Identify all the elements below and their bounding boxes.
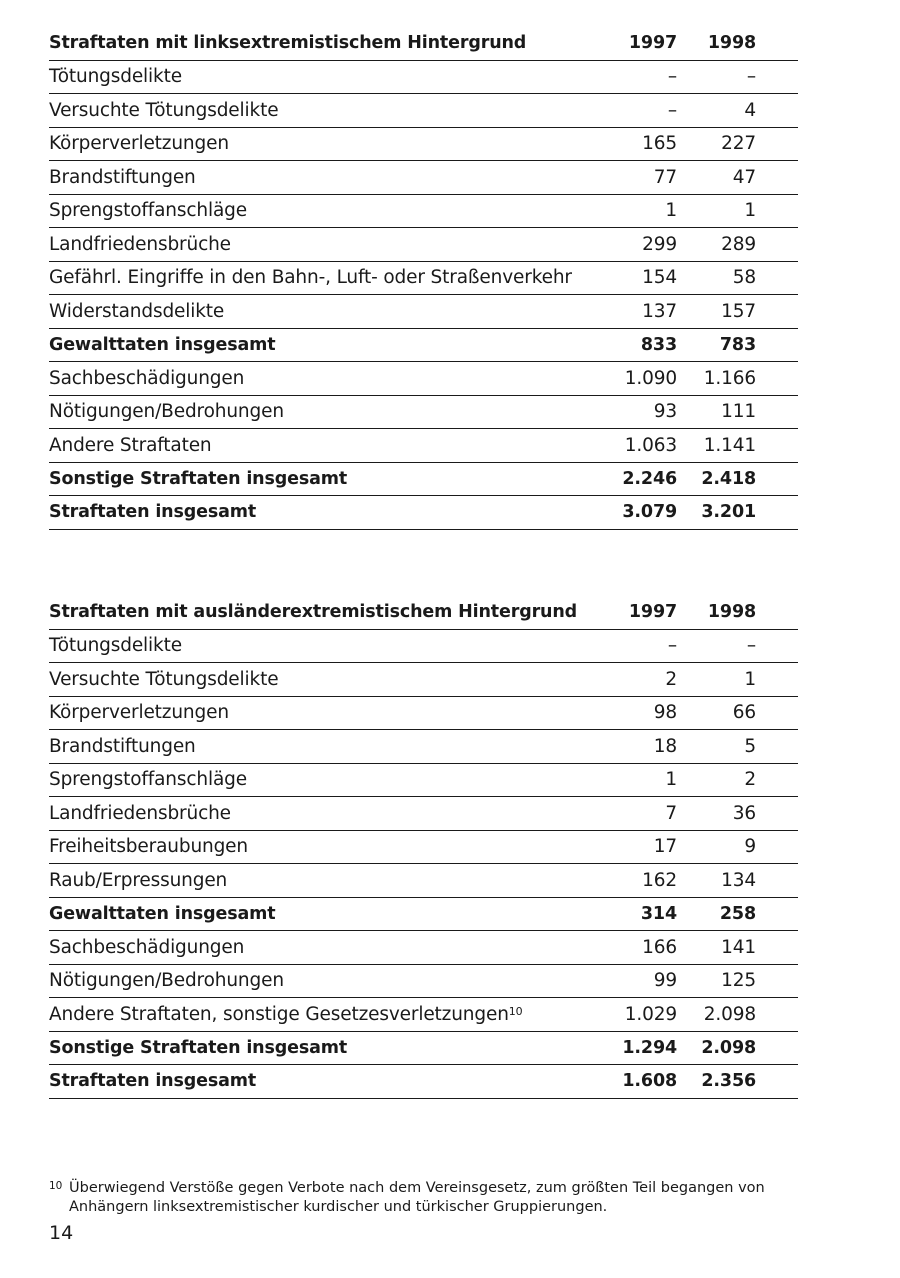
- value-1998: 2.098: [677, 998, 798, 1032]
- value-1998: 9: [677, 830, 798, 864]
- table-row: [49, 998, 798, 1032]
- value-1998: 141: [677, 931, 798, 965]
- table-row: [49, 362, 798, 396]
- value-1998: 4: [677, 94, 798, 128]
- value-1998: 2.418: [677, 462, 798, 496]
- value-1998: 66: [677, 696, 798, 730]
- row-label: Tötungsdelikte: [49, 629, 581, 663]
- value-1997: 154: [581, 261, 677, 295]
- column-header-1998: 1998: [677, 27, 798, 60]
- value-1998: 1: [677, 194, 798, 228]
- value-1997: 99: [581, 964, 677, 998]
- column-header-1997: 1997: [581, 27, 677, 60]
- row-label: Sonstige Straftaten insgesamt: [49, 1031, 581, 1065]
- footnote-reference: 10: [508, 1004, 523, 1018]
- value-1997: 98: [581, 696, 677, 730]
- value-1998: 258: [677, 897, 798, 931]
- page-number: 14: [49, 1222, 74, 1244]
- value-1998: 2: [677, 763, 798, 797]
- value-1998: –: [677, 629, 798, 663]
- total-row: [49, 462, 798, 496]
- table-header-row: [49, 596, 798, 629]
- column-header-1997: 1997: [581, 596, 677, 629]
- table-row: [49, 161, 798, 195]
- value-1997: 1.090: [581, 362, 677, 396]
- value-1997: 18: [581, 730, 677, 764]
- table-linksextremistisch: [49, 27, 798, 530]
- row-label: Versuchte Tötungsdelikte: [49, 94, 581, 128]
- row-label: Gewalttaten insgesamt: [49, 328, 581, 362]
- value-1997: 2: [581, 663, 677, 697]
- value-1998: 157: [677, 295, 798, 329]
- value-1998: 58: [677, 261, 798, 295]
- footnote: [49, 1179, 789, 1217]
- row-label: Gefährl. Eingriffe in den Bahn-, Luft- oder Straßenverkehr: [49, 261, 581, 295]
- row-label: Straftaten insgesamt: [49, 496, 581, 530]
- value-1997: 93: [581, 395, 677, 429]
- table-row: [49, 194, 798, 228]
- row-label: Nötigungen/Bedrohungen: [49, 964, 581, 998]
- table-row: [49, 429, 798, 463]
- row-label: Landfriedensbrüche: [49, 797, 581, 831]
- table-header-row: [49, 27, 798, 60]
- row-label: Raub/Erpressungen: [49, 864, 581, 898]
- table-row: [49, 830, 798, 864]
- row-label: Andere Straftaten: [49, 429, 581, 463]
- column-header-1998: 1998: [677, 596, 798, 629]
- value-1997: –: [581, 60, 677, 94]
- table-row: [49, 864, 798, 898]
- value-1998: 125: [677, 964, 798, 998]
- footnote-number: 10: [49, 1180, 63, 1192]
- value-1997: 1: [581, 194, 677, 228]
- table-title: Straftaten mit linksextremistischem Hintergrund: [49, 27, 581, 60]
- value-1998: 111: [677, 395, 798, 429]
- row-label: Körperverletzungen: [49, 127, 581, 161]
- row-label: Sonstige Straftaten insgesamt: [49, 462, 581, 496]
- value-1997: 3.079: [581, 496, 677, 530]
- row-label: Gewalttaten insgesamt: [49, 897, 581, 931]
- value-1997: 7: [581, 797, 677, 831]
- row-label: Sprengstoffanschläge: [49, 194, 581, 228]
- table-auslaenderextremistisch: [49, 596, 798, 1099]
- value-1997: –: [581, 94, 677, 128]
- value-1998: 2.356: [677, 1065, 798, 1099]
- value-1997: 17: [581, 830, 677, 864]
- value-1998: 5: [677, 730, 798, 764]
- table-row: [49, 127, 798, 161]
- row-label: Straftaten insgesamt: [49, 1065, 581, 1099]
- value-1998: 2.098: [677, 1031, 798, 1065]
- value-1998: 134: [677, 864, 798, 898]
- value-1998: –: [677, 60, 798, 94]
- total-row: [49, 1031, 798, 1065]
- table-row: [49, 295, 798, 329]
- value-1998: 36: [677, 797, 798, 831]
- row-label-text: Andere Straftaten, sonstige Gesetzesverletzungen: [49, 1003, 509, 1025]
- table-row: [49, 60, 798, 94]
- value-1998: 1.141: [677, 429, 798, 463]
- value-1998: 1: [677, 663, 798, 697]
- table-row: [49, 797, 798, 831]
- table-row: [49, 763, 798, 797]
- value-1997: 137: [581, 295, 677, 329]
- value-1997: 1.029: [581, 998, 677, 1032]
- value-1997: –: [581, 629, 677, 663]
- value-1998: 783: [677, 328, 798, 362]
- table-row: [49, 964, 798, 998]
- value-1998: 227: [677, 127, 798, 161]
- grand-total-row: [49, 1065, 798, 1099]
- value-1997: 77: [581, 161, 677, 195]
- row-label-with-footnote: [49, 998, 581, 1032]
- table-row: [49, 730, 798, 764]
- table-row: [49, 629, 798, 663]
- row-label: Freiheitsberaubungen: [49, 830, 581, 864]
- row-label: Tötungsdelikte: [49, 60, 581, 94]
- value-1997: 1: [581, 763, 677, 797]
- value-1998: 1.166: [677, 362, 798, 396]
- row-label: Sachbeschädigungen: [49, 931, 581, 965]
- row-label: Sachbeschädigungen: [49, 362, 581, 396]
- value-1997: 2.246: [581, 462, 677, 496]
- table-row: [49, 663, 798, 697]
- row-label: Brandstiftungen: [49, 161, 581, 195]
- table-row: [49, 94, 798, 128]
- value-1997: 162: [581, 864, 677, 898]
- value-1998: 3.201: [677, 496, 798, 530]
- row-label: Körperverletzungen: [49, 696, 581, 730]
- value-1997: 299: [581, 228, 677, 262]
- value-1997: 314: [581, 897, 677, 931]
- value-1997: 166: [581, 931, 677, 965]
- table-row: [49, 395, 798, 429]
- table-title: Straftaten mit ausländerextremistischem Hintergrund: [49, 596, 581, 629]
- row-label: Sprengstoffanschläge: [49, 763, 581, 797]
- row-label: Widerstandsdelikte: [49, 295, 581, 329]
- value-1998: 47: [677, 161, 798, 195]
- table-row: [49, 696, 798, 730]
- total-row: [49, 897, 798, 931]
- table-row: [49, 228, 798, 262]
- total-row: [49, 328, 798, 362]
- table-row: [49, 261, 798, 295]
- value-1997: 1.063: [581, 429, 677, 463]
- value-1997: 833: [581, 328, 677, 362]
- value-1998: 289: [677, 228, 798, 262]
- value-1997: 165: [581, 127, 677, 161]
- table-row: [49, 931, 798, 965]
- value-1997: 1.608: [581, 1065, 677, 1099]
- value-1997: 1.294: [581, 1031, 677, 1065]
- row-label: Versuchte Tötungsdelikte: [49, 663, 581, 697]
- row-label: Nötigungen/Bedrohungen: [49, 395, 581, 429]
- grand-total-row: [49, 496, 798, 530]
- footnote-text: Überwiegend Verstöße gegen Verbote nach dem Vereinsgesetz, zum größten Teil begangen von Anhängern linksextremistischer kurdischer und türkischer Gruppierungen.: [69, 1180, 765, 1215]
- row-label: Brandstiftungen: [49, 730, 581, 764]
- row-label: Landfriedensbrüche: [49, 228, 581, 262]
